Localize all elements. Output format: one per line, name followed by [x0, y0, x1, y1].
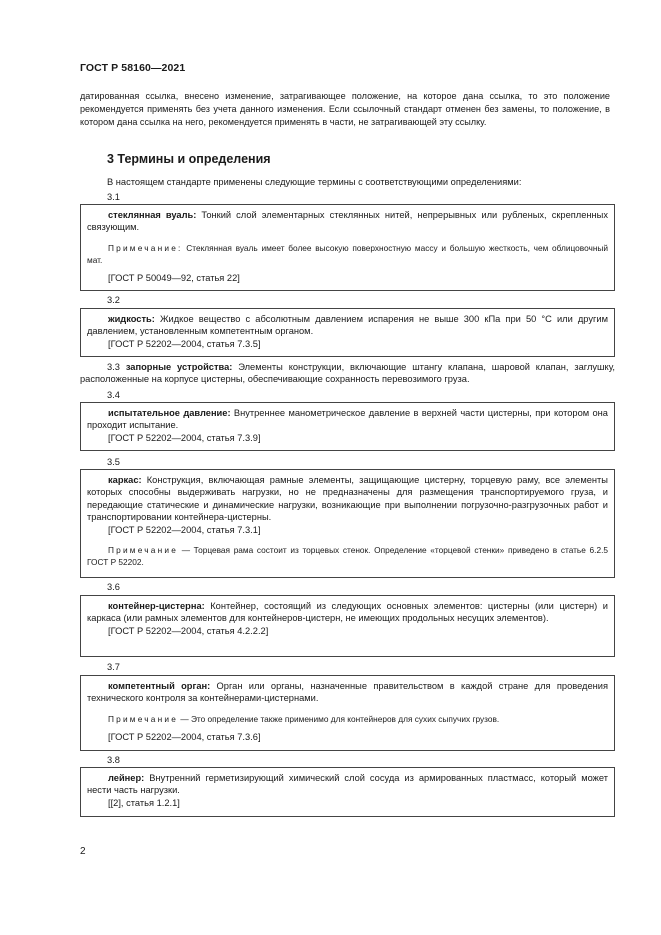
- term-box: [80, 767, 615, 817]
- term-note: [87, 544, 608, 568]
- term-box: [80, 308, 615, 357]
- note-text: — Это определение также применимо для контейнеров для сухих сыпучих грузов.: [178, 713, 500, 724]
- term-definition: [87, 772, 608, 797]
- intro-paragraph: датированная ссылка, внесено изменение, затрагивающее положение, на которое дана ссылка, то это положение рекомендуется применять без учета данного изменения. Если ссылочный стандарт отменен без замены, то положение, в котором дана ссылка на него, рекомендуется применять в части, не затрагивающей эту ссылку.: [80, 91, 610, 127]
- term-reference: [ГОСТ Р 50049—92, статья 22]: [108, 272, 240, 283]
- term-plain-definition: [80, 361, 615, 386]
- term-box: [80, 595, 615, 657]
- document-header: ГОСТ Р 58160—2021: [80, 62, 186, 74]
- note-text: Стеклянная вуаль имеет более высокую поверхностную массу и большую жесткость, чем облицовочный мат.: [87, 242, 608, 265]
- term-text: Конструкция, включающая рамные элементы, защищающие цистерну, торцевую раму, все элементы которых способны выдерживать нагрузки, но не предназначены для размещения транспортируемого груза, и передающие статические и динамические нагрузки, возникающие при выполнении погрузочно-разгрузочных работ и транспортировании контейнера-цистерны.: [87, 475, 608, 523]
- term-definition: [87, 680, 608, 705]
- term-reference: [ГОСТ Р 52202—2004, статья 7.3.1]: [108, 524, 261, 535]
- term-text: Внутренний герметизирующий химический слой сосуда из армированных пластмасс, который может нести часть нагрузки.: [87, 773, 608, 796]
- term-reference: [ГОСТ Р 52202—2004, статья 7.3.9]: [108, 432, 261, 443]
- term-definition: [87, 313, 608, 338]
- term-number: 3.4: [107, 390, 120, 400]
- term-box: [80, 402, 615, 451]
- term-text: Внутреннее манометрическое давление в верхней части цистерны, при котором она проходит испытание.: [87, 408, 608, 431]
- term-definition: [87, 209, 608, 234]
- term-name: испытательное давление:: [108, 408, 231, 418]
- term-reference: [ГОСТ Р 52202—2004, статья 7.3.5]: [108, 338, 261, 349]
- note-text: — Торцевая рама состоит из торцевых стенок. Определение «торцевой стенки» приведено в статье 6.2.5 ГОСТ Р 52202.: [87, 545, 608, 568]
- note-label: Примечание: [108, 545, 179, 556]
- term-name: запорные устройства:: [125, 362, 233, 372]
- term-definition: [87, 474, 608, 524]
- term-name: компетентный орган:: [108, 681, 211, 691]
- term-name: контейнер-цистерна:: [108, 601, 205, 611]
- note-label: Примечание:: [108, 242, 183, 253]
- term-name: стеклянная вуаль:: [108, 210, 197, 220]
- term-box: [80, 675, 615, 751]
- term-note: [87, 713, 608, 725]
- note-label: Примечание: [108, 713, 179, 724]
- term-number: 3.6: [107, 582, 120, 592]
- term-reference: [ГОСТ Р 52202—2004, статья 7.3.6]: [108, 731, 261, 742]
- term-box: [80, 204, 615, 291]
- term-text: Контейнер, состоящий из следующих основных элементов: цистерны (или цистерн) и каркаса (или рамных элементов для контейнеров-цистерн, не имеющих продольных несущих элементов).: [87, 601, 608, 624]
- term-text: Тонкий слой элементарных стеклянных нитей, непрерывных или рубленых, скрепленных связующим.: [87, 210, 608, 233]
- term-definition: [87, 407, 608, 432]
- term-name: лейнер:: [108, 773, 145, 783]
- term-number: 3.1: [107, 192, 120, 202]
- term-text: Жидкое вещество с абсолютным давлением испарения не выше 300 кПа при 50 °С или другим давлением, установленным компетентным органом.: [87, 314, 608, 337]
- term-note: [87, 242, 608, 266]
- term-reference: [[2], статья 1.2.1]: [108, 797, 180, 808]
- term-text: Элементы конструкции, включающие штангу клапана, шаровой клапан, заглушку, расположенные на корпусе цистерны, обеспечивающие сохранность перевозимого груза.: [80, 362, 615, 385]
- term-name: каркас:: [108, 475, 142, 485]
- term-number: 3.7: [107, 662, 120, 672]
- term-number: 3.8: [107, 755, 120, 765]
- section-lead: В настоящем стандарте применены следующие термины с соответствующими определениями:: [107, 177, 522, 187]
- term-reference: [ГОСТ Р 52202—2004, статья 4.2.2.2]: [108, 625, 269, 636]
- section-title: 3 Термины и определения: [107, 152, 271, 166]
- term-name: жидкость:: [108, 314, 155, 324]
- term-definition: [87, 600, 608, 625]
- term-text: Орган или органы, назначенные правительством в каждой стране для проведения технического контроля за контейнерами-цистернами.: [87, 681, 609, 704]
- term-box: [80, 469, 615, 578]
- term-number: 3.5: [107, 457, 120, 467]
- term-number: 3.2: [107, 295, 120, 305]
- page-number: 2: [80, 846, 86, 857]
- term-number-inline: 3.3: [107, 362, 120, 372]
